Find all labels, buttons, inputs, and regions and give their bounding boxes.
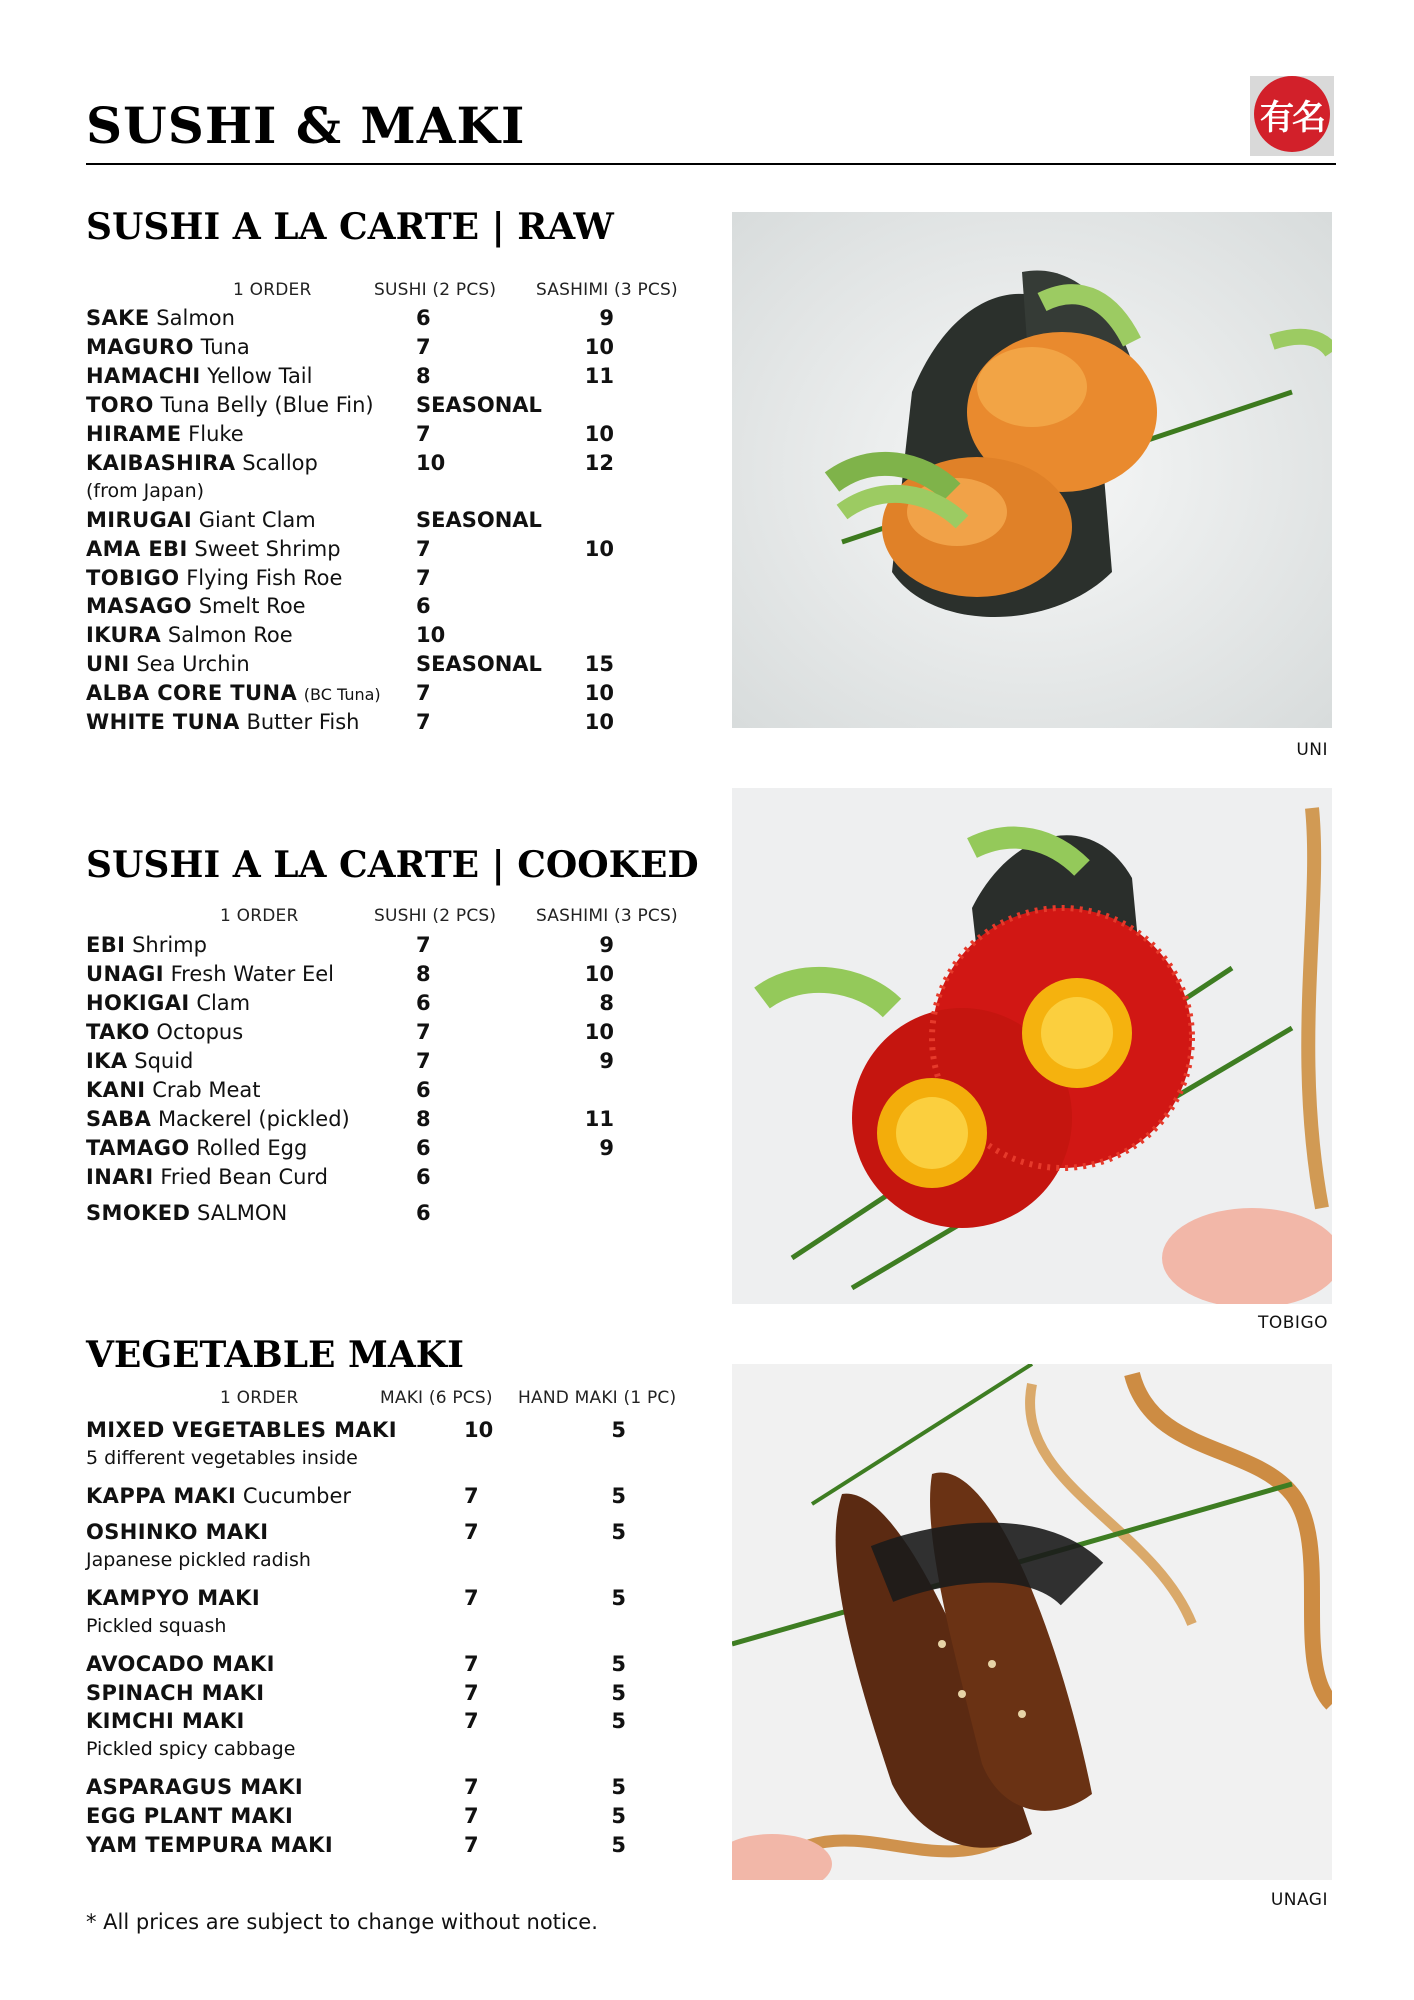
- sushi-price: 6: [416, 1201, 431, 1225]
- menu-item-japanese-name: AVOCADO MAKI: [86, 1652, 275, 1676]
- sushi-price: 7: [416, 422, 431, 446]
- menu-item-name: [86, 679, 381, 709]
- sushi-price: 6: [416, 1136, 431, 1160]
- menu-item-description: Smelt Roe: [198, 594, 306, 618]
- menu-item-row: [86, 1105, 686, 1133]
- menu-item-row: [86, 1416, 686, 1469]
- maki-price: 7: [464, 1652, 479, 1676]
- maki-price: 7: [464, 1775, 479, 1799]
- menu-item-row: [86, 621, 686, 649]
- sushi-price: 6: [416, 594, 431, 618]
- menu-item-name: [86, 333, 250, 361]
- raw-header-sashimi: SASHIMI (3 PCS): [536, 280, 678, 300]
- menu-item-description: Butter Fish: [246, 710, 360, 734]
- hand-maki-price: 5: [611, 1652, 626, 1676]
- sashimi-price: 10: [584, 335, 614, 359]
- raw-header-order: 1 ORDER: [233, 280, 312, 300]
- menu-item-name: [86, 708, 360, 736]
- menu-item-name: [86, 1105, 350, 1133]
- sushi-price: 6: [416, 991, 431, 1015]
- menu-item-description: Sea Urchin: [136, 652, 250, 676]
- menu-item-name: [86, 1518, 268, 1546]
- menu-item-description: Octopus: [156, 1020, 244, 1044]
- menu-item-japanese-name: IKURA: [86, 623, 162, 647]
- veg-header-maki: MAKI (6 PCS): [380, 1388, 493, 1408]
- menu-item-row: [86, 362, 686, 390]
- menu-item-row: [86, 1679, 686, 1707]
- menu-item-description: Tuna: [200, 335, 250, 359]
- menu-item-description: (BC Tuna): [303, 685, 381, 704]
- sashimi-price: 10: [584, 537, 614, 561]
- menu-item-japanese-name: MIRUGAI: [86, 508, 193, 532]
- maki-price: 7: [464, 1520, 479, 1544]
- veg-header-hand: HAND MAKI (1 PC): [518, 1388, 677, 1408]
- menu-item-name: [86, 362, 312, 390]
- sushi-price: 10: [416, 451, 446, 475]
- hand-maki-price: 5: [611, 1775, 626, 1799]
- maki-price: 7: [464, 1804, 479, 1828]
- menu-item-row: [86, 449, 686, 502]
- menu-item-subtitle: 5 different vegetables inside: [86, 1447, 358, 1469]
- menu-item-name: [86, 1199, 287, 1227]
- menu-item-description: Mackerel (pickled): [157, 1107, 350, 1131]
- menu-item-row: [86, 1076, 686, 1104]
- hand-maki-price: 5: [611, 1586, 626, 1610]
- menu-item-japanese-name: SABA: [86, 1107, 152, 1131]
- sashimi-price: 9: [599, 1049, 614, 1073]
- menu-item-name: [86, 304, 235, 332]
- menu-item-row: [86, 1199, 686, 1227]
- menu-item-row: [86, 931, 686, 959]
- menu-item-japanese-name: TAKO: [86, 1020, 150, 1044]
- menu-item-name: [86, 1773, 303, 1801]
- hand-maki-price: 5: [611, 1681, 626, 1705]
- menu-item-row: [86, 960, 686, 988]
- cooked-header-order: 1 ORDER: [220, 906, 299, 926]
- menu-item-description: Salmon Roe: [167, 623, 293, 647]
- menu-item-japanese-name: MAGURO: [86, 335, 194, 359]
- menu-item-description: Shrimp: [132, 933, 207, 957]
- sushi-price: 8: [416, 1107, 431, 1131]
- menu-item-row: [86, 1650, 686, 1678]
- menu-item-japanese-name: MIXED VEGETABLES MAKI: [86, 1418, 397, 1442]
- sashimi-price: 11: [584, 364, 614, 388]
- sashimi-price: 10: [584, 1020, 614, 1044]
- menu-item-name: [86, 931, 207, 959]
- sushi-price: SEASONAL: [416, 652, 542, 676]
- price-footnote: * All prices are subject to change without notice.: [86, 1910, 598, 1934]
- tobigo-caption: TOBIGO: [1258, 1313, 1328, 1333]
- veg-section-title: VEGETABLE MAKI: [86, 1334, 464, 1376]
- menu-item-japanese-name: UNI: [86, 652, 130, 676]
- menu-item-name: [86, 650, 250, 678]
- sashimi-price: 8: [599, 991, 614, 1015]
- maki-price: 7: [464, 1484, 479, 1508]
- menu-item-japanese-name: ALBA CORE TUNA: [86, 681, 298, 705]
- menu-item-row: [86, 592, 686, 620]
- menu-item-name: [86, 1076, 261, 1104]
- sushi-price: 8: [416, 962, 431, 986]
- menu-item-description: Fresh Water Eel: [170, 962, 334, 986]
- sashimi-price: 9: [599, 933, 614, 957]
- menu-item-name: [86, 989, 250, 1017]
- sushi-price: 6: [416, 306, 431, 330]
- menu-item-japanese-name: KAPPA MAKI: [86, 1484, 237, 1508]
- sashimi-price: 9: [599, 306, 614, 330]
- sashimi-price: 10: [584, 710, 614, 734]
- sashimi-price: 9: [599, 1136, 614, 1160]
- tobigo-photo: [732, 788, 1332, 1304]
- sushi-price: 8: [416, 364, 431, 388]
- menu-item-row: [86, 989, 686, 1017]
- menu-item-description: Tuna Belly (Blue Fin): [160, 393, 374, 417]
- menu-item-row: [86, 1018, 686, 1046]
- hand-maki-price: 5: [611, 1484, 626, 1508]
- sashimi-price: 12: [584, 451, 614, 475]
- menu-item-japanese-name: YAM TEMPURA MAKI: [86, 1833, 334, 1857]
- menu-item-subtitle: Pickled spicy cabbage: [86, 1738, 296, 1760]
- raw-section-title: SUSHI A LA CARTE | RAW: [86, 206, 614, 248]
- menu-item-japanese-name: SAKE: [86, 306, 150, 330]
- unagi-photo: [732, 1364, 1332, 1880]
- menu-item-name: [86, 564, 342, 592]
- menu-item-japanese-name: TORO: [86, 393, 154, 417]
- sushi-price: 10: [416, 623, 446, 647]
- menu-item-row: [86, 1831, 686, 1859]
- menu-item-name: [86, 1802, 293, 1830]
- sushi-price: 7: [416, 335, 431, 359]
- menu-item-japanese-name: KANI: [86, 1078, 146, 1102]
- menu-item-japanese-name: UNAGI: [86, 962, 164, 986]
- menu-item-description: SALMON: [197, 1201, 288, 1225]
- menu-item-japanese-name: EGG PLANT MAKI: [86, 1804, 294, 1828]
- menu-item-japanese-name: SMOKED: [86, 1201, 191, 1225]
- menu-item-name: [86, 1707, 245, 1735]
- menu-item-description: Crab Meat: [152, 1078, 261, 1102]
- menu-item-row: [86, 708, 686, 736]
- menu-item-japanese-name: WHITE TUNA: [86, 710, 240, 734]
- maki-price: 7: [464, 1681, 479, 1705]
- menu-item-japanese-name: MASAGO: [86, 594, 193, 618]
- menu-item-row: [86, 333, 686, 361]
- sushi-price: 7: [416, 566, 431, 590]
- menu-item-description: Rolled Egg: [196, 1136, 308, 1160]
- menu-item-name: [86, 960, 334, 988]
- menu-item-japanese-name: OSHINKO MAKI: [86, 1520, 269, 1544]
- hand-maki-price: 5: [611, 1418, 626, 1442]
- menu-item-description: Fried Bean Curd: [160, 1165, 329, 1189]
- menu-item-japanese-name: TOBIGO: [86, 566, 180, 590]
- menu-item-name: [86, 1416, 397, 1444]
- sushi-price: 7: [416, 1049, 431, 1073]
- sashimi-price: 11: [584, 1107, 614, 1131]
- uni-caption: UNI: [1296, 740, 1328, 760]
- menu-item-subtitle: Japanese pickled radish: [86, 1549, 311, 1571]
- menu-item-description: Scallop: [242, 451, 318, 475]
- sushi-price: 7: [416, 681, 431, 705]
- hand-maki-price: 5: [611, 1520, 626, 1544]
- menu-item-japanese-name: EBI: [86, 933, 126, 957]
- menu-item-name: [86, 592, 306, 620]
- hand-maki-price: 5: [611, 1804, 626, 1828]
- menu-item-japanese-name: HOKIGAI: [86, 991, 190, 1015]
- menu-item-japanese-name: SPINACH MAKI: [86, 1681, 265, 1705]
- cooked-section-title: SUSHI A LA CARTE | COOKED: [86, 844, 699, 886]
- menu-item-description: Flying Fish Roe: [186, 566, 343, 590]
- menu-item-name: [86, 1163, 328, 1191]
- menu-item-name: [86, 1047, 193, 1075]
- menu-item-row: [86, 1773, 686, 1801]
- sushi-price: 6: [416, 1165, 431, 1189]
- menu-item-name: [86, 1018, 243, 1046]
- menu-item-description: Cucumber: [242, 1484, 352, 1508]
- maki-price: 7: [464, 1586, 479, 1610]
- menu-item-row: [86, 1163, 686, 1191]
- menu-item-row: [86, 564, 686, 592]
- menu-item-row: [86, 304, 686, 332]
- menu-item-japanese-name: TAMAGO: [86, 1136, 190, 1160]
- menu-item-name: [86, 621, 293, 649]
- menu-item-japanese-name: KAIBASHIRA: [86, 451, 236, 475]
- sashimi-price: 15: [584, 652, 614, 676]
- menu-item-name: [86, 1482, 351, 1510]
- menu-item-name: [86, 1584, 260, 1612]
- menu-item-row: [86, 420, 686, 448]
- menu-item-name: [86, 506, 316, 534]
- maki-price: 7: [464, 1709, 479, 1733]
- menu-item-row: [86, 1134, 686, 1162]
- menu-item-description: Yellow Tail: [207, 364, 313, 388]
- menu-item-row: [86, 1518, 686, 1571]
- menu-item-description: Clam: [196, 991, 251, 1015]
- title-divider: [86, 163, 1336, 165]
- menu-item-japanese-name: KAMPYO MAKI: [86, 1586, 261, 1610]
- menu-item-name: [86, 1679, 265, 1707]
- sushi-price: 6: [416, 1078, 431, 1102]
- menu-item-name: [86, 420, 244, 448]
- page-title: SUSHI & MAKI: [86, 96, 526, 155]
- menu-item-japanese-name: ASPARAGUS MAKI: [86, 1775, 304, 1799]
- menu-item-description: Giant Clam: [198, 508, 316, 532]
- cooked-header-sashimi: SASHIMI (3 PCS): [536, 906, 678, 926]
- hand-maki-price: 5: [611, 1709, 626, 1733]
- menu-item-japanese-name: HIRAME: [86, 422, 182, 446]
- maki-price: 10: [464, 1418, 494, 1442]
- menu-item-row: [86, 506, 686, 534]
- sashimi-price: 10: [584, 962, 614, 986]
- menu-item-name: [86, 449, 318, 477]
- uni-photo: [732, 212, 1332, 728]
- menu-item-name: [86, 391, 374, 419]
- sushi-price: 7: [416, 1020, 431, 1044]
- menu-item-subtitle: (from Japan): [86, 480, 205, 502]
- menu-item-row: [86, 679, 686, 707]
- sushi-price: SEASONAL: [416, 508, 542, 532]
- menu-item-row: [86, 1047, 686, 1075]
- menu-item-japanese-name: KIMCHI MAKI: [86, 1709, 245, 1733]
- menu-item-name: [86, 1831, 333, 1859]
- menu-item-row: [86, 1482, 686, 1510]
- sashimi-price: 10: [584, 681, 614, 705]
- sashimi-price: 10: [584, 422, 614, 446]
- menu-item-row: [86, 650, 686, 678]
- sushi-price: 7: [416, 710, 431, 734]
- menu-item-description: Sweet Shrimp: [194, 537, 341, 561]
- menu-item-name: [86, 535, 341, 563]
- menu-item-description: Squid: [134, 1049, 194, 1073]
- menu-item-japanese-name: IKA: [86, 1049, 128, 1073]
- maki-price: 7: [464, 1833, 479, 1857]
- menu-item-subtitle: Pickled squash: [86, 1615, 227, 1637]
- sushi-price: SEASONAL: [416, 393, 542, 417]
- menu-item-description: Fluke: [188, 422, 244, 446]
- menu-item-row: [86, 1707, 686, 1760]
- menu-item-japanese-name: HAMACHI: [86, 364, 201, 388]
- logo-kanji: 有名: [1260, 98, 1324, 138]
- sushi-price: 7: [416, 537, 431, 561]
- cooked-header-sushi: SUSHI (2 PCS): [374, 906, 497, 926]
- menu-item-row: [86, 391, 686, 419]
- menu-item-japanese-name: AMA EBI: [86, 537, 188, 561]
- raw-header-sushi: SUSHI (2 PCS): [374, 280, 497, 300]
- hand-maki-price: 5: [611, 1833, 626, 1857]
- menu-item-row: [86, 535, 686, 563]
- restaurant-logo: [1250, 76, 1334, 156]
- sushi-price: 7: [416, 933, 431, 957]
- menu-item-name: [86, 1134, 307, 1162]
- menu-item-japanese-name: INARI: [86, 1165, 154, 1189]
- veg-header-order: 1 ORDER: [220, 1388, 299, 1408]
- menu-item-row: [86, 1584, 686, 1637]
- menu-item-name: [86, 1650, 275, 1678]
- menu-item-row: [86, 1802, 686, 1830]
- menu-item-description: Salmon: [156, 306, 235, 330]
- unagi-caption: UNAGI: [1270, 1890, 1328, 1910]
